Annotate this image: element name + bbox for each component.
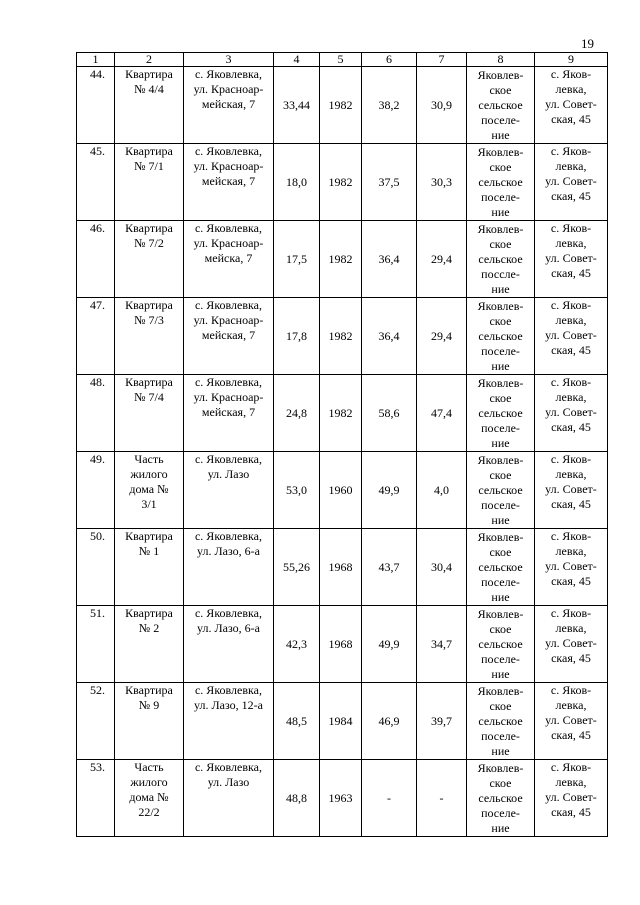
cell-owner-line: ское <box>489 699 512 713</box>
page-number: 19 <box>581 36 594 51</box>
cell-area: 48,8 <box>274 760 320 837</box>
cell-owner-line: поселе- <box>481 575 520 589</box>
cell-address-line: ул. Лазо, 6-а <box>197 544 260 558</box>
cell-col7: 30,9 <box>417 67 467 144</box>
column-header: 2 <box>115 53 184 67</box>
cell-owner-address-line: ская, 45 <box>551 343 591 357</box>
cell-owner-line: поселе- <box>481 190 520 204</box>
column-header: 5 <box>320 53 362 67</box>
cell-address-line: ул. Красноар- <box>193 82 264 96</box>
cell-area: 24,8 <box>274 375 320 452</box>
cell-owner-line: сельское <box>478 329 523 343</box>
cell-owner-address <box>535 760 608 837</box>
cell-object-name-line: № 2 <box>138 621 160 635</box>
cell-object-name-line: Квартира <box>125 67 173 81</box>
cell-owner <box>467 298 535 375</box>
cell-owner-line: ние <box>491 436 510 450</box>
cell-address-line: ул. Красноар- <box>193 313 264 327</box>
cell-owner-address-line: левка, <box>555 467 587 481</box>
cell-col7: 39,7 <box>417 683 467 760</box>
table-row <box>77 760 608 837</box>
cell-number: 51. <box>77 606 115 683</box>
cell-object-name <box>115 606 184 683</box>
cell-owner-line: Яковлев- <box>477 530 524 544</box>
cell-object-name-line: № 7/3 <box>134 313 164 327</box>
column-header: 7 <box>417 53 467 67</box>
cell-owner-line: Яковлев- <box>477 607 524 621</box>
cell-address <box>184 683 274 760</box>
cell-col7: 30,3 <box>417 144 467 221</box>
table-row <box>77 144 608 221</box>
cell-owner-address-line: с. Яков- <box>550 221 592 235</box>
cell-owner-address-line: левка, <box>555 775 587 789</box>
table-row <box>77 298 608 375</box>
cell-col6: 37,5 <box>362 144 417 221</box>
cell-object-name-line: Квартира <box>125 144 173 158</box>
cell-owner-line: ское <box>489 468 512 482</box>
cell-col7: - <box>417 760 467 837</box>
cell-col6: 49,9 <box>362 606 417 683</box>
cell-col7: 29,4 <box>417 221 467 298</box>
cell-owner-address-line: с. Яков- <box>550 529 592 543</box>
cell-owner-line: ние <box>491 128 510 142</box>
cell-owner-line: ние <box>491 744 510 758</box>
cell-address-line: с. Яковлевка, <box>194 221 262 235</box>
cell-owner-address-line: ул. Совет- <box>545 482 597 496</box>
cell-address-line: с. Яковлевка, <box>194 298 262 312</box>
cell-owner-address-line: ская, 45 <box>551 651 591 665</box>
cell-number: 45. <box>77 144 115 221</box>
cell-owner-address-line: левка, <box>555 390 587 404</box>
cell-col6: 36,4 <box>362 221 417 298</box>
table-row <box>77 452 608 529</box>
cell-owner-address-line: ская, 45 <box>551 805 591 819</box>
cell-owner-line: поселе- <box>481 421 520 435</box>
cell-col7: 29,4 <box>417 298 467 375</box>
cell-owner-address-line: ул. Совет- <box>545 790 597 804</box>
cell-owner-line: сельское <box>478 791 523 805</box>
cell-owner <box>467 67 535 144</box>
cell-object-name <box>115 452 184 529</box>
cell-owner-address-line: ская, 45 <box>551 497 591 511</box>
cell-object-name-line: Часть <box>134 452 164 466</box>
cell-area: 48,5 <box>274 683 320 760</box>
cell-owner-line: сельское <box>478 406 523 420</box>
cell-owner-address-line: с. Яков- <box>550 298 592 312</box>
cell-owner-line: сельское <box>478 714 523 728</box>
cell-owner-address-line: ул. Совет- <box>545 174 597 188</box>
cell-object-name <box>115 375 184 452</box>
cell-address-line: ул. Красноар- <box>193 390 264 404</box>
cell-owner-address <box>535 375 608 452</box>
cell-owner-address-line: левка, <box>555 544 587 558</box>
cell-year: 1982 <box>320 298 362 375</box>
cell-number: 47. <box>77 298 115 375</box>
cell-year: 1968 <box>320 606 362 683</box>
cell-owner-address-line: ул. Совет- <box>545 97 597 111</box>
cell-owner-line: сельское <box>478 560 523 574</box>
cell-owner-address-line: с. Яков- <box>550 452 592 466</box>
cell-address-line: ул. Лазо, 12-а <box>194 698 263 712</box>
table-row <box>77 606 608 683</box>
cell-owner-line: ское <box>489 545 512 559</box>
cell-col6: 49,9 <box>362 452 417 529</box>
cell-owner-line: поселе- <box>481 113 520 127</box>
cell-owner-address-line: с. Яков- <box>550 683 592 697</box>
cell-owner-address <box>535 683 608 760</box>
cell-owner-line: Яковлев- <box>477 761 524 775</box>
cell-address-line: мейская, 7 <box>201 174 256 188</box>
cell-address-line: мейская, 7 <box>201 405 256 419</box>
table-row <box>77 683 608 760</box>
cell-col6: 38,2 <box>362 67 417 144</box>
cell-object-name-line: 3/1 <box>141 497 157 511</box>
cell-address-line: с. Яковлевка, <box>194 606 262 620</box>
cell-col6: 46,9 <box>362 683 417 760</box>
cell-address <box>184 67 274 144</box>
cell-object-name <box>115 760 184 837</box>
cell-object-name <box>115 683 184 760</box>
cell-address-line: с. Яковлевка, <box>194 375 262 389</box>
cell-owner-address-line: с. Яков- <box>550 375 592 389</box>
cell-owner-line: поссле- <box>481 267 520 281</box>
cell-area: 17,5 <box>274 221 320 298</box>
cell-owner-address-line: ская, 45 <box>551 574 591 588</box>
cell-owner-address-line: ул. Совет- <box>545 405 597 419</box>
cell-owner-address-line: ская, 45 <box>551 112 591 126</box>
cell-owner-address <box>535 606 608 683</box>
cell-owner-address-line: левка, <box>555 159 587 173</box>
cell-address <box>184 221 274 298</box>
cell-owner-address-line: с. Яков- <box>550 144 592 158</box>
cell-owner-address-line: ул. Совет- <box>545 636 597 650</box>
cell-object-name-line: № 1 <box>138 544 160 558</box>
cell-owner-line: сельское <box>478 252 523 266</box>
cell-object-name-line: № 9 <box>138 698 160 712</box>
cell-owner-line: Яковлев- <box>477 222 524 236</box>
cell-owner-line: поселе- <box>481 344 520 358</box>
cell-owner-line: Яковлев- <box>477 68 524 82</box>
cell-owner-line: Яковлев- <box>477 376 524 390</box>
cell-object-name-line: 22/2 <box>138 805 160 819</box>
cell-col7: 34,7 <box>417 606 467 683</box>
cell-owner-address <box>535 529 608 606</box>
cell-year: 1982 <box>320 375 362 452</box>
cell-object-name-line: дома № <box>129 790 169 804</box>
cell-owner-address-line: ул. Совет- <box>545 328 597 342</box>
table-row <box>77 221 608 298</box>
cell-owner-address-line: ская, 45 <box>551 420 591 434</box>
cell-address-line: мейска, 7 <box>204 251 253 265</box>
cell-address <box>184 760 274 837</box>
cell-area: 42,3 <box>274 606 320 683</box>
column-header: 9 <box>535 53 608 67</box>
cell-object-name-line: дома № <box>129 482 169 496</box>
cell-owner-line: сельское <box>478 637 523 651</box>
cell-year: 1968 <box>320 529 362 606</box>
cell-owner <box>467 529 535 606</box>
column-header: 6 <box>362 53 417 67</box>
cell-object-name <box>115 529 184 606</box>
cell-owner-line: ние <box>491 359 510 373</box>
cell-owner-line: ское <box>489 391 512 405</box>
cell-address <box>184 606 274 683</box>
cell-object-name-line: № 7/2 <box>134 236 164 250</box>
cell-number: 44. <box>77 67 115 144</box>
cell-address-line: с. Яковлевка, <box>194 144 262 158</box>
cell-address-line: с. Яковлевка, <box>194 529 262 543</box>
cell-owner-address-line: ская, 45 <box>551 728 591 742</box>
cell-object-name-line: № 7/1 <box>134 159 164 173</box>
cell-owner-address-line: с. Яков- <box>550 760 592 774</box>
cell-address-line: мейская, 7 <box>201 97 256 111</box>
cell-owner-address-line: ская, 45 <box>551 266 591 280</box>
cell-col7: 30,4 <box>417 529 467 606</box>
property-register-table <box>76 52 608 837</box>
cell-owner-address <box>535 298 608 375</box>
cell-col6: - <box>362 760 417 837</box>
cell-owner-address-line: с. Яков- <box>550 606 592 620</box>
cell-col6: 58,6 <box>362 375 417 452</box>
cell-address-line: мейская, 7 <box>201 328 256 342</box>
cell-area: 33,44 <box>274 67 320 144</box>
column-number-row <box>77 53 608 67</box>
cell-owner-address <box>535 144 608 221</box>
cell-owner-line: ние <box>491 513 510 527</box>
cell-address-line: ул. Лазо <box>207 467 250 481</box>
cell-address <box>184 375 274 452</box>
cell-owner-line: Яковлев- <box>477 145 524 159</box>
cell-number: 52. <box>77 683 115 760</box>
cell-area: 17,8 <box>274 298 320 375</box>
cell-owner-line: ние <box>491 205 510 219</box>
cell-owner-line: Яковлев- <box>477 453 524 467</box>
cell-address <box>184 452 274 529</box>
cell-object-name-line: жилого <box>130 467 168 481</box>
cell-owner-address-line: ская, 45 <box>551 189 591 203</box>
cell-object-name-line: Квартира <box>125 683 173 697</box>
cell-area: 55,26 <box>274 529 320 606</box>
cell-owner-line: поселе- <box>481 498 520 512</box>
cell-address-line: с. Яковлевка, <box>194 452 262 466</box>
cell-owner-line: ние <box>491 282 510 296</box>
column-header: 4 <box>274 53 320 67</box>
cell-owner-line: ское <box>489 622 512 636</box>
cell-owner-line: ние <box>491 821 510 835</box>
cell-owner-line: ние <box>491 590 510 604</box>
cell-object-name-line: Квартира <box>125 606 173 620</box>
cell-object-name-line: Часть <box>134 760 164 774</box>
cell-object-name-line: Квартира <box>125 221 173 235</box>
cell-owner <box>467 221 535 298</box>
cell-number: 46. <box>77 221 115 298</box>
cell-owner-address-line: левка, <box>555 236 587 250</box>
cell-year: 1960 <box>320 452 362 529</box>
cell-area: 53,0 <box>274 452 320 529</box>
cell-owner-address <box>535 67 608 144</box>
cell-col7: 4,0 <box>417 452 467 529</box>
cell-number: 53. <box>77 760 115 837</box>
cell-owner <box>467 683 535 760</box>
cell-address-line: с. Яковлевка, <box>194 67 262 81</box>
table-row <box>77 67 608 144</box>
column-header: 1 <box>77 53 115 67</box>
cell-number: 49. <box>77 452 115 529</box>
cell-owner-line: поселе- <box>481 729 520 743</box>
cell-owner-line: ское <box>489 83 512 97</box>
cell-address <box>184 529 274 606</box>
cell-owner-address <box>535 452 608 529</box>
cell-owner-line: сельское <box>478 98 523 112</box>
cell-number: 50. <box>77 529 115 606</box>
cell-address <box>184 144 274 221</box>
cell-owner-line: ское <box>489 160 512 174</box>
cell-owner-address-line: левка, <box>555 621 587 635</box>
cell-owner-line: ское <box>489 314 512 328</box>
cell-address-line: ул. Красноар- <box>193 236 264 250</box>
cell-owner-address-line: с. Яков- <box>550 67 592 81</box>
cell-owner-address-line: ул. Совет- <box>545 713 597 727</box>
cell-year: 1982 <box>320 67 362 144</box>
cell-object-name-line: № 4/4 <box>134 82 164 96</box>
cell-col6: 36,4 <box>362 298 417 375</box>
cell-number: 48. <box>77 375 115 452</box>
cell-owner <box>467 606 535 683</box>
cell-address <box>184 298 274 375</box>
cell-owner-line: Яковлев- <box>477 299 524 313</box>
cell-owner-address <box>535 221 608 298</box>
table-row <box>77 375 608 452</box>
cell-year: 1984 <box>320 683 362 760</box>
cell-object-name <box>115 67 184 144</box>
cell-address-line: ул. Лазо, 6-а <box>197 621 260 635</box>
cell-owner <box>467 144 535 221</box>
cell-col7: 47,4 <box>417 375 467 452</box>
cell-owner-line: сельское <box>478 175 523 189</box>
cell-owner-address-line: левка, <box>555 313 587 327</box>
cell-object-name <box>115 221 184 298</box>
cell-owner-line: сельское <box>478 483 523 497</box>
cell-col6: 43,7 <box>362 529 417 606</box>
cell-owner-line: поселе- <box>481 806 520 820</box>
cell-object-name <box>115 144 184 221</box>
cell-owner-line: поселе- <box>481 652 520 666</box>
cell-object-name <box>115 298 184 375</box>
cell-owner-line: ское <box>489 237 512 251</box>
cell-address-line: с. Яковлевка, <box>194 683 262 697</box>
cell-address-line: ул. Лазо <box>207 775 250 789</box>
cell-owner-address-line: левка, <box>555 82 587 96</box>
cell-year: 1963 <box>320 760 362 837</box>
cell-object-name-line: Квартира <box>125 375 173 389</box>
table-row <box>77 529 608 606</box>
cell-object-name-line: № 7/4 <box>134 390 164 404</box>
cell-owner-line: Яковлев- <box>477 684 524 698</box>
cell-object-name-line: Квартира <box>125 298 173 312</box>
cell-owner-line: ское <box>489 776 512 790</box>
column-header: 8 <box>467 53 535 67</box>
cell-owner-address-line: ул. Совет- <box>545 559 597 573</box>
cell-owner-address-line: левка, <box>555 698 587 712</box>
cell-owner <box>467 760 535 837</box>
cell-address-line: с. Яковлевка, <box>194 760 262 774</box>
cell-owner <box>467 452 535 529</box>
cell-year: 1982 <box>320 144 362 221</box>
cell-owner <box>467 375 535 452</box>
column-header: 3 <box>184 53 274 67</box>
cell-owner-address-line: ул. Совет- <box>545 251 597 265</box>
cell-area: 18,0 <box>274 144 320 221</box>
cell-address-line: ул. Красноар- <box>193 159 264 173</box>
cell-year: 1982 <box>320 221 362 298</box>
cell-object-name-line: Квартира <box>125 529 173 543</box>
cell-owner-line: ние <box>491 667 510 681</box>
cell-object-name-line: жилого <box>130 775 168 789</box>
